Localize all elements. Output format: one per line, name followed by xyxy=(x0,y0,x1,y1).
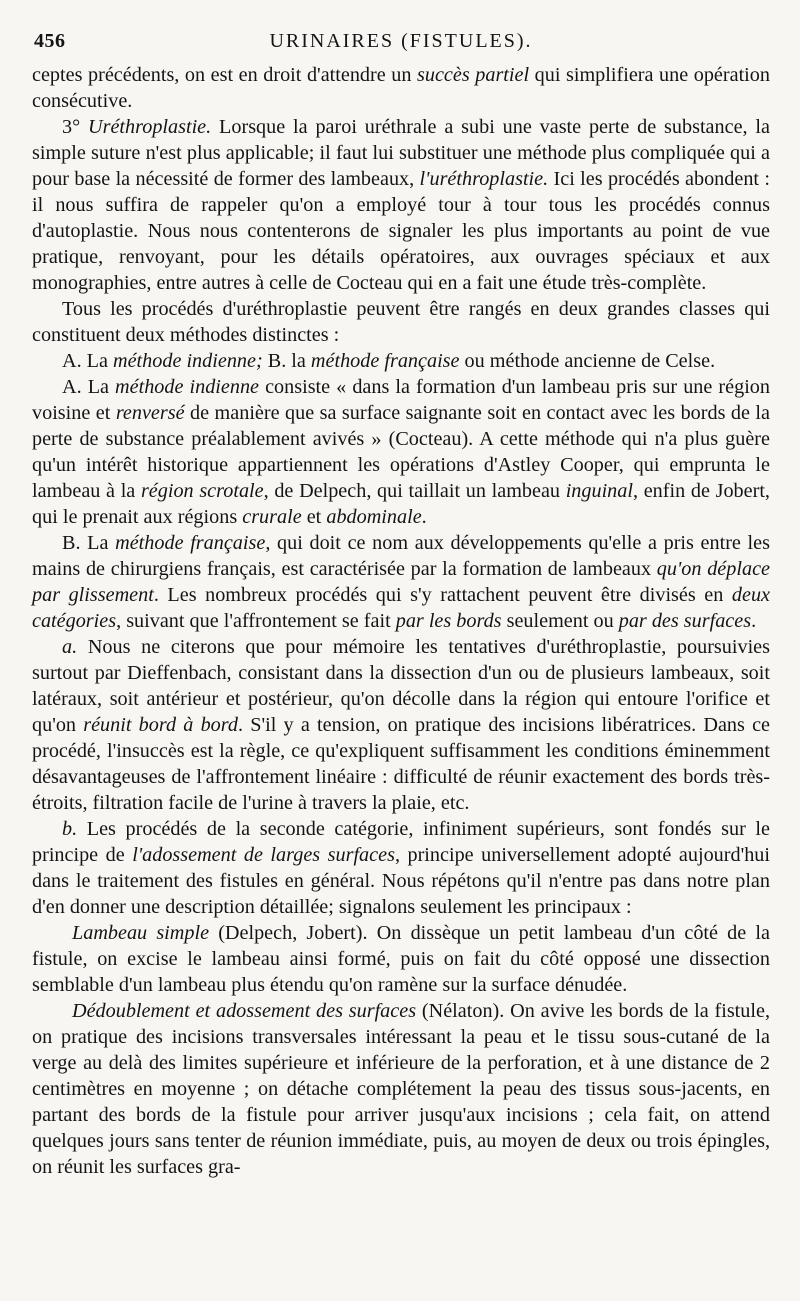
text-run: B. La xyxy=(62,532,116,554)
paragraph xyxy=(32,348,770,374)
running-title: URINAIRES (FISTULES). xyxy=(269,30,533,52)
paragraph xyxy=(32,816,770,920)
text-run: de manière que sa surface saignante soit en contact avec les bords de la perte de substance préalablement avivés » (Cocteau). A cette méthode qui n'a plus guère qu'un intérêt historique appartiennent les opérations d'Astley Cooper, qui emprunta le lambeau à la xyxy=(32,402,770,502)
text-run: 3° xyxy=(62,116,89,138)
text-run: qui simplifiera une opération consécutive. xyxy=(32,64,770,112)
page-header xyxy=(32,22,770,62)
text-run: . S'il y a tension, on pratique des incisions libératrices. Dans ce procédé, l'insuccès est la règle, ce qu'expliquent suffisamment les conditions éminemment désavantageuses de l'affrontement linéaire : difficulté de réunir exactement des bords très-étroits, filtration facile de l'urine à travers la plaie, etc. xyxy=(32,714,770,814)
italic-text-run: méthode française xyxy=(310,350,460,372)
italic-text-run: succès partiel xyxy=(417,64,530,86)
italic-text-run: Dédoublement et adossement des surfaces xyxy=(72,1000,417,1022)
text-run: ceptes précédents, on est en droit d'attendre un xyxy=(32,64,418,86)
body-text xyxy=(32,62,770,1180)
italic-text-run: réunit bord à bord xyxy=(83,714,238,736)
text-run: ou méthode ancienne de Celse. xyxy=(459,350,716,372)
italic-text-run: inguinal xyxy=(565,480,633,502)
text-run: . xyxy=(751,610,757,632)
italic-text-run: crurale xyxy=(242,506,302,528)
text-run: , enfin de Jobert, qui le prenait aux régions xyxy=(32,480,770,528)
italic-text-run: Lambeau simple xyxy=(72,922,210,944)
text-run: . xyxy=(421,506,427,528)
text-run: Ici les procédés abondent : il nous suffira de rappeler qu'on a employé tour à tour tous les procédés connus d'autoplastie. Nous nous contenterons de signaler les plus importants au point de vue pratique, renvoyant, pour les détails opératoires, aux ouvrages spéciaux et aux monographies, entre autres à celle de Cocteau qui en a fait une étude très-complète. xyxy=(32,168,770,294)
italic-text-run: qu'on déplace par glissement xyxy=(32,558,770,606)
page-number: 456 xyxy=(34,30,66,52)
italic-text-run: a. xyxy=(62,636,78,658)
text-run: Les procédés de la seconde catégorie, infiniment supérieurs, sont fondés sur le principe de xyxy=(32,818,770,866)
text-run: Lorsque la paroi uréthrale a subi une vaste perte de substance, la simple suture n'est plus applicable; il faut lui substituer une méthode plus compliquée qui a pour base la nécessité de former des lambeaux, xyxy=(32,116,770,190)
italic-text-run: abdominale xyxy=(326,506,422,528)
italic-text-run: l'uréthroplastie. xyxy=(419,168,549,190)
paragraph xyxy=(32,920,770,998)
italic-text-run: méthode indienne; xyxy=(113,350,263,372)
italic-text-run: deux catégories xyxy=(32,584,770,632)
paragraph xyxy=(32,374,770,530)
text-run: A. La xyxy=(62,350,114,372)
italic-text-run: méthode française xyxy=(115,532,266,554)
italic-text-run: l'adossement de larges surfaces xyxy=(132,844,395,866)
italic-text-run: par des surfaces xyxy=(618,610,752,632)
text-run: B. la xyxy=(262,350,311,372)
paragraph xyxy=(32,114,770,296)
text-run: seulement ou xyxy=(501,610,619,632)
text-run: , de Delpech, qui taillait un lambeau xyxy=(263,480,566,502)
italic-text-run: Uréthroplastie. xyxy=(88,116,212,138)
text-run: . Les nombreux procédés qui s'y rattachent peuvent être divisés en xyxy=(153,584,732,606)
text-run: , principe universellement adopté aujourd'hui dans le traitement des fistules en général. Nous répétons qu'il n'entre pas dans notre plan d'en donner une description détaillée; signalons seulement les principaux : xyxy=(32,844,771,918)
paragraph xyxy=(32,530,770,634)
text-run: (Nélaton). On avive les bords de la fistule, on pratique des incisions transversales intéressant la peau et le tissu sous-cutané de la verge au delà des limites supérieure et inférieure de la perforation, et à une distance de 2 centimètres en moyenne ; on détache complétement la peau des tissus sous-jacents, en partant des bords de la fistule pour arriver jusqu'aux incisions ; cela fait, on attend quelques jours sans tenter de réunion immédiate, puis, au moyen de deux ou trois épingles, on réunit les surfaces gra- xyxy=(32,1000,771,1178)
text-run: , qui doit ce nom aux développements qu'elle a pris entre les mains de chirurgiens français, est caractérisée par la formation de lambeaux xyxy=(32,532,770,580)
text-run: , suivant que l'affrontement se fait xyxy=(116,610,396,632)
paragraph xyxy=(32,998,770,1180)
italic-text-run: région scrotale xyxy=(140,480,264,502)
text-run: Nous ne citerons que pour mémoire les tentatives d'uréthroplastie, poursuivies surtout par Dieffenbach, consistant dans la dissection d'un ou de plusieurs lambeaux, soit latéraux, soit antérieur et postérieur, qu'on décolle dans la région qui entoure l'orifice et qu'on xyxy=(32,636,770,736)
text-run: Tous les procédés d'uréthroplastie peuvent être rangés en deux grandes classes qui constituent deux méthodes distinctes : xyxy=(32,298,770,346)
italic-text-run: renversé xyxy=(115,402,185,424)
text-run: A. La xyxy=(62,376,116,398)
paragraph xyxy=(32,296,770,348)
italic-text-run: b. xyxy=(62,818,78,840)
paragraph xyxy=(32,634,770,816)
text-run: consiste « dans la formation d'un lambeau pris sur une région voisine et xyxy=(32,376,770,424)
italic-text-run: méthode indienne xyxy=(115,376,260,398)
paragraph xyxy=(32,62,770,114)
text-run: et xyxy=(301,506,327,528)
text-run: (Delpech, Jobert). On dissèque un petit lambeau d'un côté de la fistule, on excise le lambeau ainsi formé, puis on fait du côté opposé une dissection semblable d'un lambeau plus étendu qu'on ramène sur la surface dénudée. xyxy=(32,922,770,996)
italic-text-run: par les bords xyxy=(395,610,502,632)
